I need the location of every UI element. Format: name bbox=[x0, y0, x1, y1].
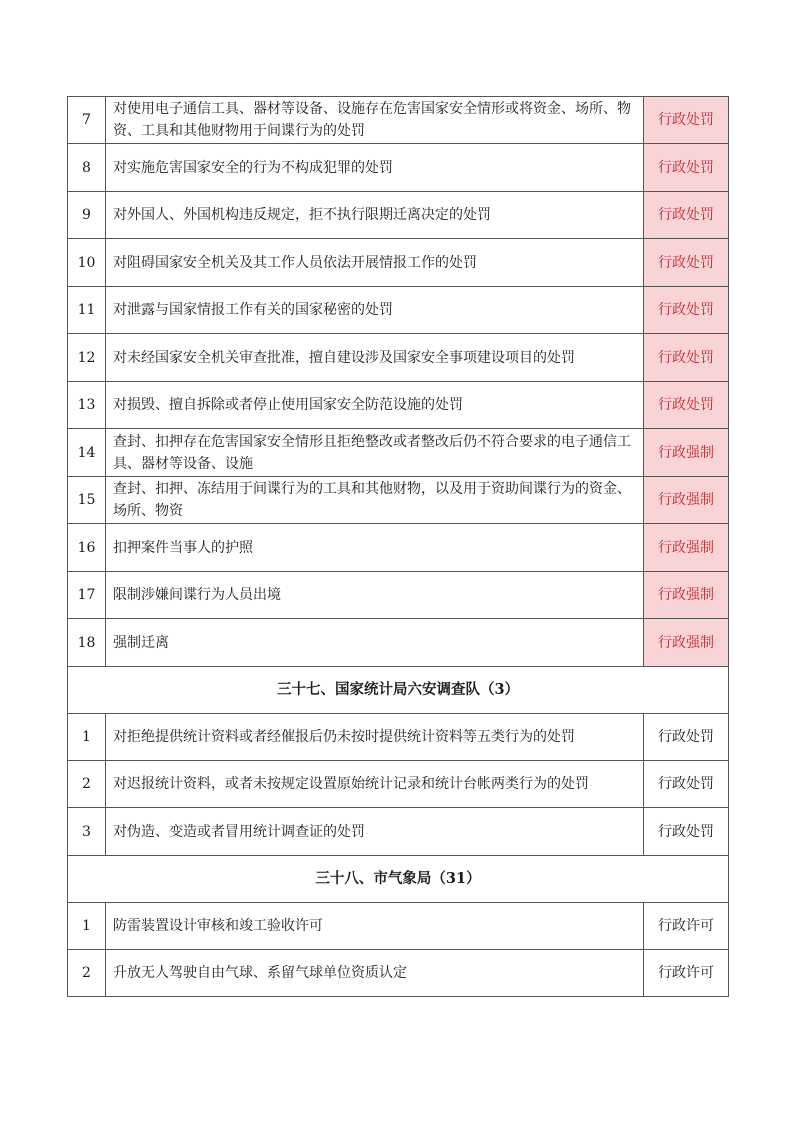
row-type-badge: 行政强制 bbox=[644, 477, 729, 524]
item-table bbox=[67, 96, 729, 997]
row-content: 对外国人、外国机构违反规定，拒不执行限期迁离决定的处罚 bbox=[106, 192, 644, 239]
row-type-badge: 行政处罚 bbox=[644, 808, 729, 856]
row-number: 16 bbox=[68, 524, 106, 572]
row-type-badge: 行政处罚 bbox=[644, 382, 729, 429]
row-type-badge: 行政许可 bbox=[644, 950, 729, 997]
table-row bbox=[68, 144, 729, 192]
row-type-badge: 行政处罚 bbox=[644, 144, 729, 192]
row-content: 强制迁离 bbox=[106, 619, 644, 667]
row-content: 升放无人驾驶自由气球、系留气球单位资质认定 bbox=[106, 950, 644, 997]
row-number: 1 bbox=[68, 714, 106, 761]
row-type-badge: 行政处罚 bbox=[644, 334, 729, 382]
table-row bbox=[68, 619, 729, 667]
row-number: 7 bbox=[68, 97, 106, 144]
row-number: 1 bbox=[68, 903, 106, 950]
row-content: 查封、扣押存在危害国家安全情形且拒绝整改或者整改后仍不符合要求的电子通信工具、器材等设备、设施 bbox=[106, 429, 644, 477]
table-row bbox=[68, 287, 729, 334]
row-number: 2 bbox=[68, 761, 106, 808]
table-row bbox=[68, 808, 729, 856]
row-type-badge: 行政强制 bbox=[644, 572, 729, 619]
row-type-badge: 行政处罚 bbox=[644, 97, 729, 144]
row-content: 对实施危害国家安全的行为不构成犯罪的处罚 bbox=[106, 144, 644, 192]
section-title: 三十七、国家统计局六安调查队（3） bbox=[68, 667, 729, 714]
row-type-badge: 行政处罚 bbox=[644, 239, 729, 287]
row-content: 查封、扣押、冻结用于间谍行为的工具和其他财物，以及用于资助间谍行为的资金、场所、物资 bbox=[106, 477, 644, 524]
row-type-badge: 行政处罚 bbox=[644, 761, 729, 808]
row-content: 防雷装置设计审核和竣工验收许可 bbox=[106, 903, 644, 950]
row-number: 8 bbox=[68, 144, 106, 192]
row-content: 对拒绝提供统计资料或者经催报后仍未按时提供统计资料等五类行为的处罚 bbox=[106, 714, 644, 761]
row-number: 18 bbox=[68, 619, 106, 667]
table-row bbox=[68, 572, 729, 619]
row-content: 对泄露与国家情报工作有关的国家秘密的处罚 bbox=[106, 287, 644, 334]
row-content: 对使用电子通信工具、器材等设备、设施存在危害国家安全情形或将资金、场所、物资、工具和其他财物用于间谍行为的处罚 bbox=[106, 97, 644, 144]
row-content: 对阻碍国家安全机关及其工作人员依法开展情报工作的处罚 bbox=[106, 239, 644, 287]
row-content: 对迟报统计资料，或者未按规定设置原始统计记录和统计台帐两类行为的处罚 bbox=[106, 761, 644, 808]
table-row bbox=[68, 97, 729, 144]
section-title: 三十八、市气象局（31） bbox=[68, 856, 729, 903]
table-row bbox=[68, 903, 729, 950]
row-number: 12 bbox=[68, 334, 106, 382]
table-row bbox=[68, 382, 729, 429]
row-number: 3 bbox=[68, 808, 106, 856]
row-number: 2 bbox=[68, 950, 106, 997]
row-type-badge: 行政处罚 bbox=[644, 287, 729, 334]
row-content: 扣押案件当事人的护照 bbox=[106, 524, 644, 572]
row-type-badge: 行政许可 bbox=[644, 903, 729, 950]
section-header-row bbox=[68, 856, 729, 903]
row-number: 11 bbox=[68, 287, 106, 334]
table-row bbox=[68, 239, 729, 287]
row-number: 13 bbox=[68, 382, 106, 429]
row-type-badge: 行政处罚 bbox=[644, 714, 729, 761]
section-header-row bbox=[68, 667, 729, 714]
row-type-badge: 行政处罚 bbox=[644, 192, 729, 239]
row-number: 17 bbox=[68, 572, 106, 619]
row-number: 10 bbox=[68, 239, 106, 287]
row-number: 14 bbox=[68, 429, 106, 477]
table-row bbox=[68, 524, 729, 572]
table-row bbox=[68, 714, 729, 761]
row-number: 9 bbox=[68, 192, 106, 239]
table-row bbox=[68, 334, 729, 382]
row-content: 限制涉嫌间谍行为人员出境 bbox=[106, 572, 644, 619]
table-row bbox=[68, 192, 729, 239]
row-content: 对伪造、变造或者冒用统计调查证的处罚 bbox=[106, 808, 644, 856]
row-type-badge: 行政强制 bbox=[644, 619, 729, 667]
row-content: 对未经国家安全机关审查批准，擅自建设涉及国家安全事项建设项目的处罚 bbox=[106, 334, 644, 382]
row-type-badge: 行政强制 bbox=[644, 524, 729, 572]
table-row bbox=[68, 429, 729, 477]
table-row bbox=[68, 761, 729, 808]
table-row bbox=[68, 477, 729, 524]
row-number: 15 bbox=[68, 477, 106, 524]
row-type-badge: 行政强制 bbox=[644, 429, 729, 477]
table-row bbox=[68, 950, 729, 997]
row-content: 对损毁、擅自拆除或者停止使用国家安全防范设施的处罚 bbox=[106, 382, 644, 429]
